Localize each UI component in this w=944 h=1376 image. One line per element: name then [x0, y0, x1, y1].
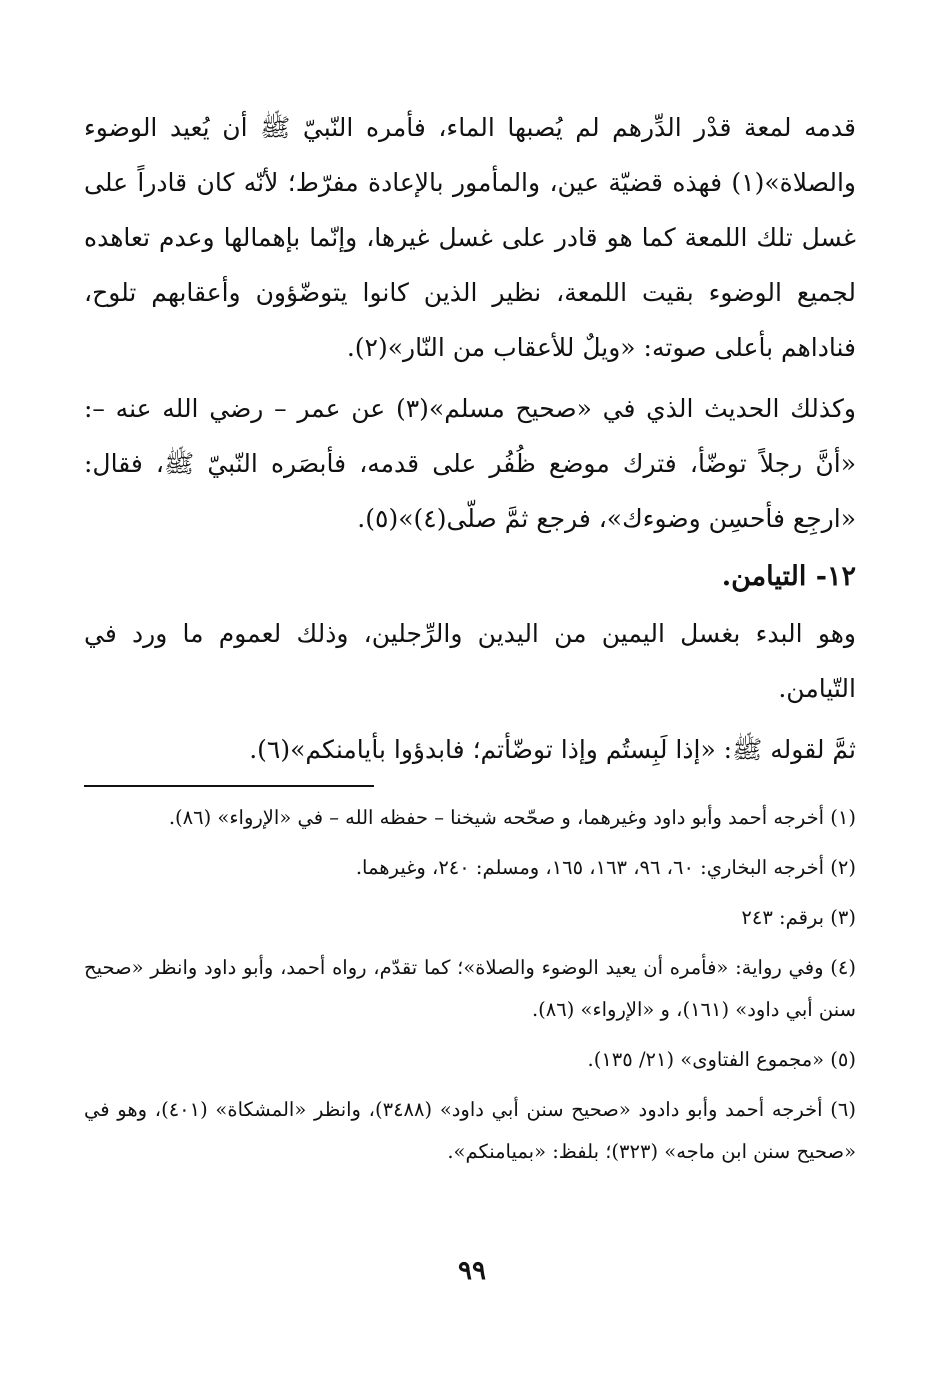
section-heading: ١٢- التيامن. [721, 561, 856, 592]
footnote-separator [84, 785, 374, 787]
page-content [84, 100, 856, 1181]
section-paragraph-2: ثمَّ لقوله ﷺ: «إذا لَبِستُم وإذا توضّأتم؛ فابدؤوا بأيامنكم»(٦). [249, 735, 856, 764]
footnote-separator-wrap [84, 785, 856, 787]
footnote-4: (٤) وفي رواية: «فأمره أن يعيد الوضوء والصلاة»؛ كما تقدّم، رواه أحمد، وأبو داود وانظر «صحيح سنن أبي داود» (١٦١)، و «الإرواء» (٨٦). [84, 956, 856, 1021]
footnote-6: (٦) أخرجه أحمد وأبو دادود «صحيح سنن أبي داود» (٣٤٨٨)، وانظر «المشكاة» (٤٠١)، وهو في «صحيح سنن ابن ماجه» (٣٢٣)؛ بلفظ: «بميامنكم». [84, 1098, 857, 1163]
footnote-5: (٥) «مجموع الفتاوى» (٢١/ ١٣٥). [587, 1048, 856, 1071]
footnote-3: (٣) برقم: ٢٤٣ [741, 906, 856, 929]
body-paragraph-1: قدمه لمعة قدْر الدِّرهم لم يُصبها الماء، فأمره النّبيّ ﷺ أن يُعيد الوضوء والصلاة»(١) فهذه قضيّة عين، والمأمور بالإعادة مفرّط؛ لأنّه كان قادراً على غسل تلك اللمعة كما هو قادر على غسل غيرها، وإنّما بإهمالها وعدم تعاهده لجميع الوضوء بقيت اللمعة، نظير الذين كانوا يتوضّؤون وأعقابهم تلوح، فناداهم بأعلى صوته: «ويلٌ للأعقاب من النّار»(٢). [84, 113, 856, 362]
page-number: ٩٩ [458, 1256, 486, 1286]
footnote-2: (٢) أخرجه البخاري: ٦٠، ٩٦، ١٦٣، ١٦٥، ومسلم: ٢٤٠، وغيرهما. [355, 856, 856, 879]
body-paragraph-2: وكذلك الحديث الذي في «صحيح مسلم»(٣) عن عمر – رضي الله عنه –: «أنَّ رجلاً توضّأ، فترك موضع ظُفُر على قدمه، فأبصَره النّبيّ ﷺ، فقال: «ارجِع فأحسِن وضوءك»، فرجع ثمَّ صلّى(٤)»(٥). [84, 394, 856, 533]
section-paragraph-1: وهو البدء بغسل اليمين من اليدين والرِّجلين، وذلك لعموم ما ورد في التّيامن. [84, 619, 856, 703]
footnote-1: (١) أخرجه أحمد وأبو داود وغيرهما، و صحّحه شيخنا – حفظه الله – في «الإرواء» (٨٦). [168, 806, 856, 829]
